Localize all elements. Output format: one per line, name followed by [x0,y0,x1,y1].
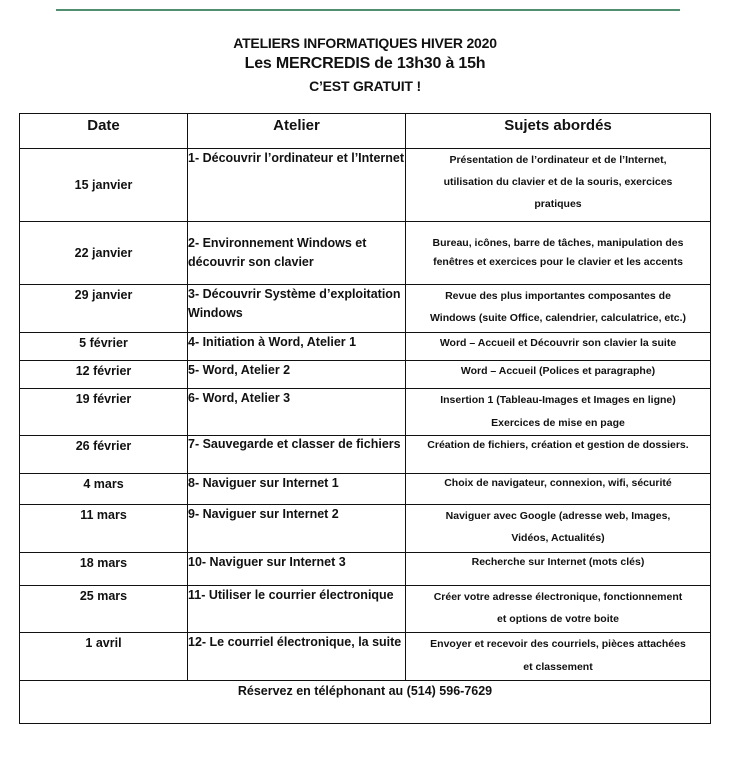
sujets-line: Exercices de mise en page [491,417,625,429]
sujets-line: fenêtres et exercices pour le clavier et les accents [433,256,683,268]
cell-atelier: 1- Découvrir l’ordinateur et l’Internet [188,149,406,222]
cell-sujets [406,333,711,361]
cell-atelier: 8- Naviguer sur Internet 1 [188,474,406,505]
table-row [20,436,711,474]
table-row [20,149,711,222]
reservation-phone-note: Réservez en téléphonant au (514) 596-7629 [20,681,711,724]
cell-date: 25 mars [20,586,188,633]
cell-sujets [406,222,711,285]
table-row [20,222,711,285]
table-header-row [20,114,711,149]
cell-sujets [406,285,711,333]
cell-date: 5 février [20,333,188,361]
column-header-atelier: Atelier [188,114,406,149]
sujets-line: Choix de navigateur, connexion, wifi, sécurité [444,477,672,489]
sujets-line: Bureau, icônes, barre de tâches, manipulation des [432,237,684,249]
cell-sujets [406,389,711,436]
cell-sujets [406,436,711,474]
sujets-line: Naviguer avec Google (adresse web, Images, [445,510,671,522]
table-row [20,285,711,333]
cell-date: 26 février [20,436,188,474]
sujets-line: Word – Accueil et Découvrir son clavier la suite [439,337,677,349]
cell-sujets [406,586,711,633]
cell-atelier: 12- Le courriel électronique, la suite [188,633,406,681]
cell-sujets [406,474,711,505]
cell-sujets [406,149,711,222]
sujets-line: Vidéos, Actualités) [511,532,605,544]
cell-date: 22 janvier [20,222,188,285]
column-header-sujets: Sujets abordés [406,114,711,149]
table-row [20,586,711,633]
sujets-line: Windows (suite Office, calendrier, calculatrice, etc.) [429,312,687,324]
sujets-line: Recherche sur Internet (mots clés) [471,556,645,568]
table-row [20,361,711,389]
table-row [20,505,711,553]
sujets-line: Présentation de l’ordinateur et de l’Internet, [449,154,667,166]
sujets-line: Création de fichiers, création et gestion de dossiers. [427,439,689,451]
cell-date: 19 février [20,389,188,436]
sujets-line: Créer votre adresse électronique, fonctionnement [433,591,683,603]
cell-date: 18 mars [20,553,188,586]
cell-sujets [406,505,711,553]
cell-atelier: 6- Word, Atelier 3 [188,389,406,436]
document-title: ATELIERS INFORMATIQUES HIVER 2020 [233,35,497,51]
cell-date: 1 avril [20,633,188,681]
cell-atelier: 10- Naviguer sur Internet 3 [188,553,406,586]
column-header-date: Date [20,114,188,149]
sujets-line: Insertion 1 (Tableau-Images et Images en ligne) [440,394,676,406]
sujets-line: et classement [523,661,593,673]
cell-date: 11 mars [20,505,188,553]
table-row [20,333,711,361]
cell-date: 4 mars [20,474,188,505]
cell-atelier: 9- Naviguer sur Internet 2 [188,505,406,553]
table-row [20,633,711,681]
cell-atelier: 4- Initiation à Word, Atelier 1 [188,333,406,361]
table-footer-row [20,681,711,724]
cell-atelier: 3- Découvrir Système d’exploitation Windows [188,285,406,333]
cell-date: 29 janvier [20,285,188,333]
sujets-line: Revue des plus importantes composantes de [445,290,671,302]
sujets-line: Envoyer et recevoir des courriels, pièces attachées [430,638,686,650]
price-note: C’EST GRATUIT ! [309,78,421,94]
schedule-subtitle: Les MERCREDIS de 13h30 à 15h [244,55,486,72]
cell-date: 15 janvier [20,149,188,222]
table-row [20,389,711,436]
sujets-line: Word – Accueil (Polices et paragraphe) [460,365,656,377]
cell-atelier: 2- Environnement Windows et découvrir son clavier [188,222,406,285]
sujets-line: utilisation du clavier et de la souris, exercices [443,176,673,188]
cell-atelier: 5- Word, Atelier 2 [188,361,406,389]
sujets-line: pratiques [534,198,582,210]
cell-sujets [406,553,711,586]
cell-sujets [406,361,711,389]
table-row [20,474,711,505]
table-row [20,553,711,586]
sujets-line: et options de votre boite [497,613,619,625]
workshop-schedule-table [19,113,711,724]
cell-atelier: 7- Sauvegarde et classer de fichiers [188,436,406,474]
cell-sujets [406,633,711,681]
cell-atelier: 11- Utiliser le courrier électronique [188,586,406,633]
cell-date: 12 février [20,361,188,389]
document-header [0,33,730,97]
header-rule [56,9,680,11]
